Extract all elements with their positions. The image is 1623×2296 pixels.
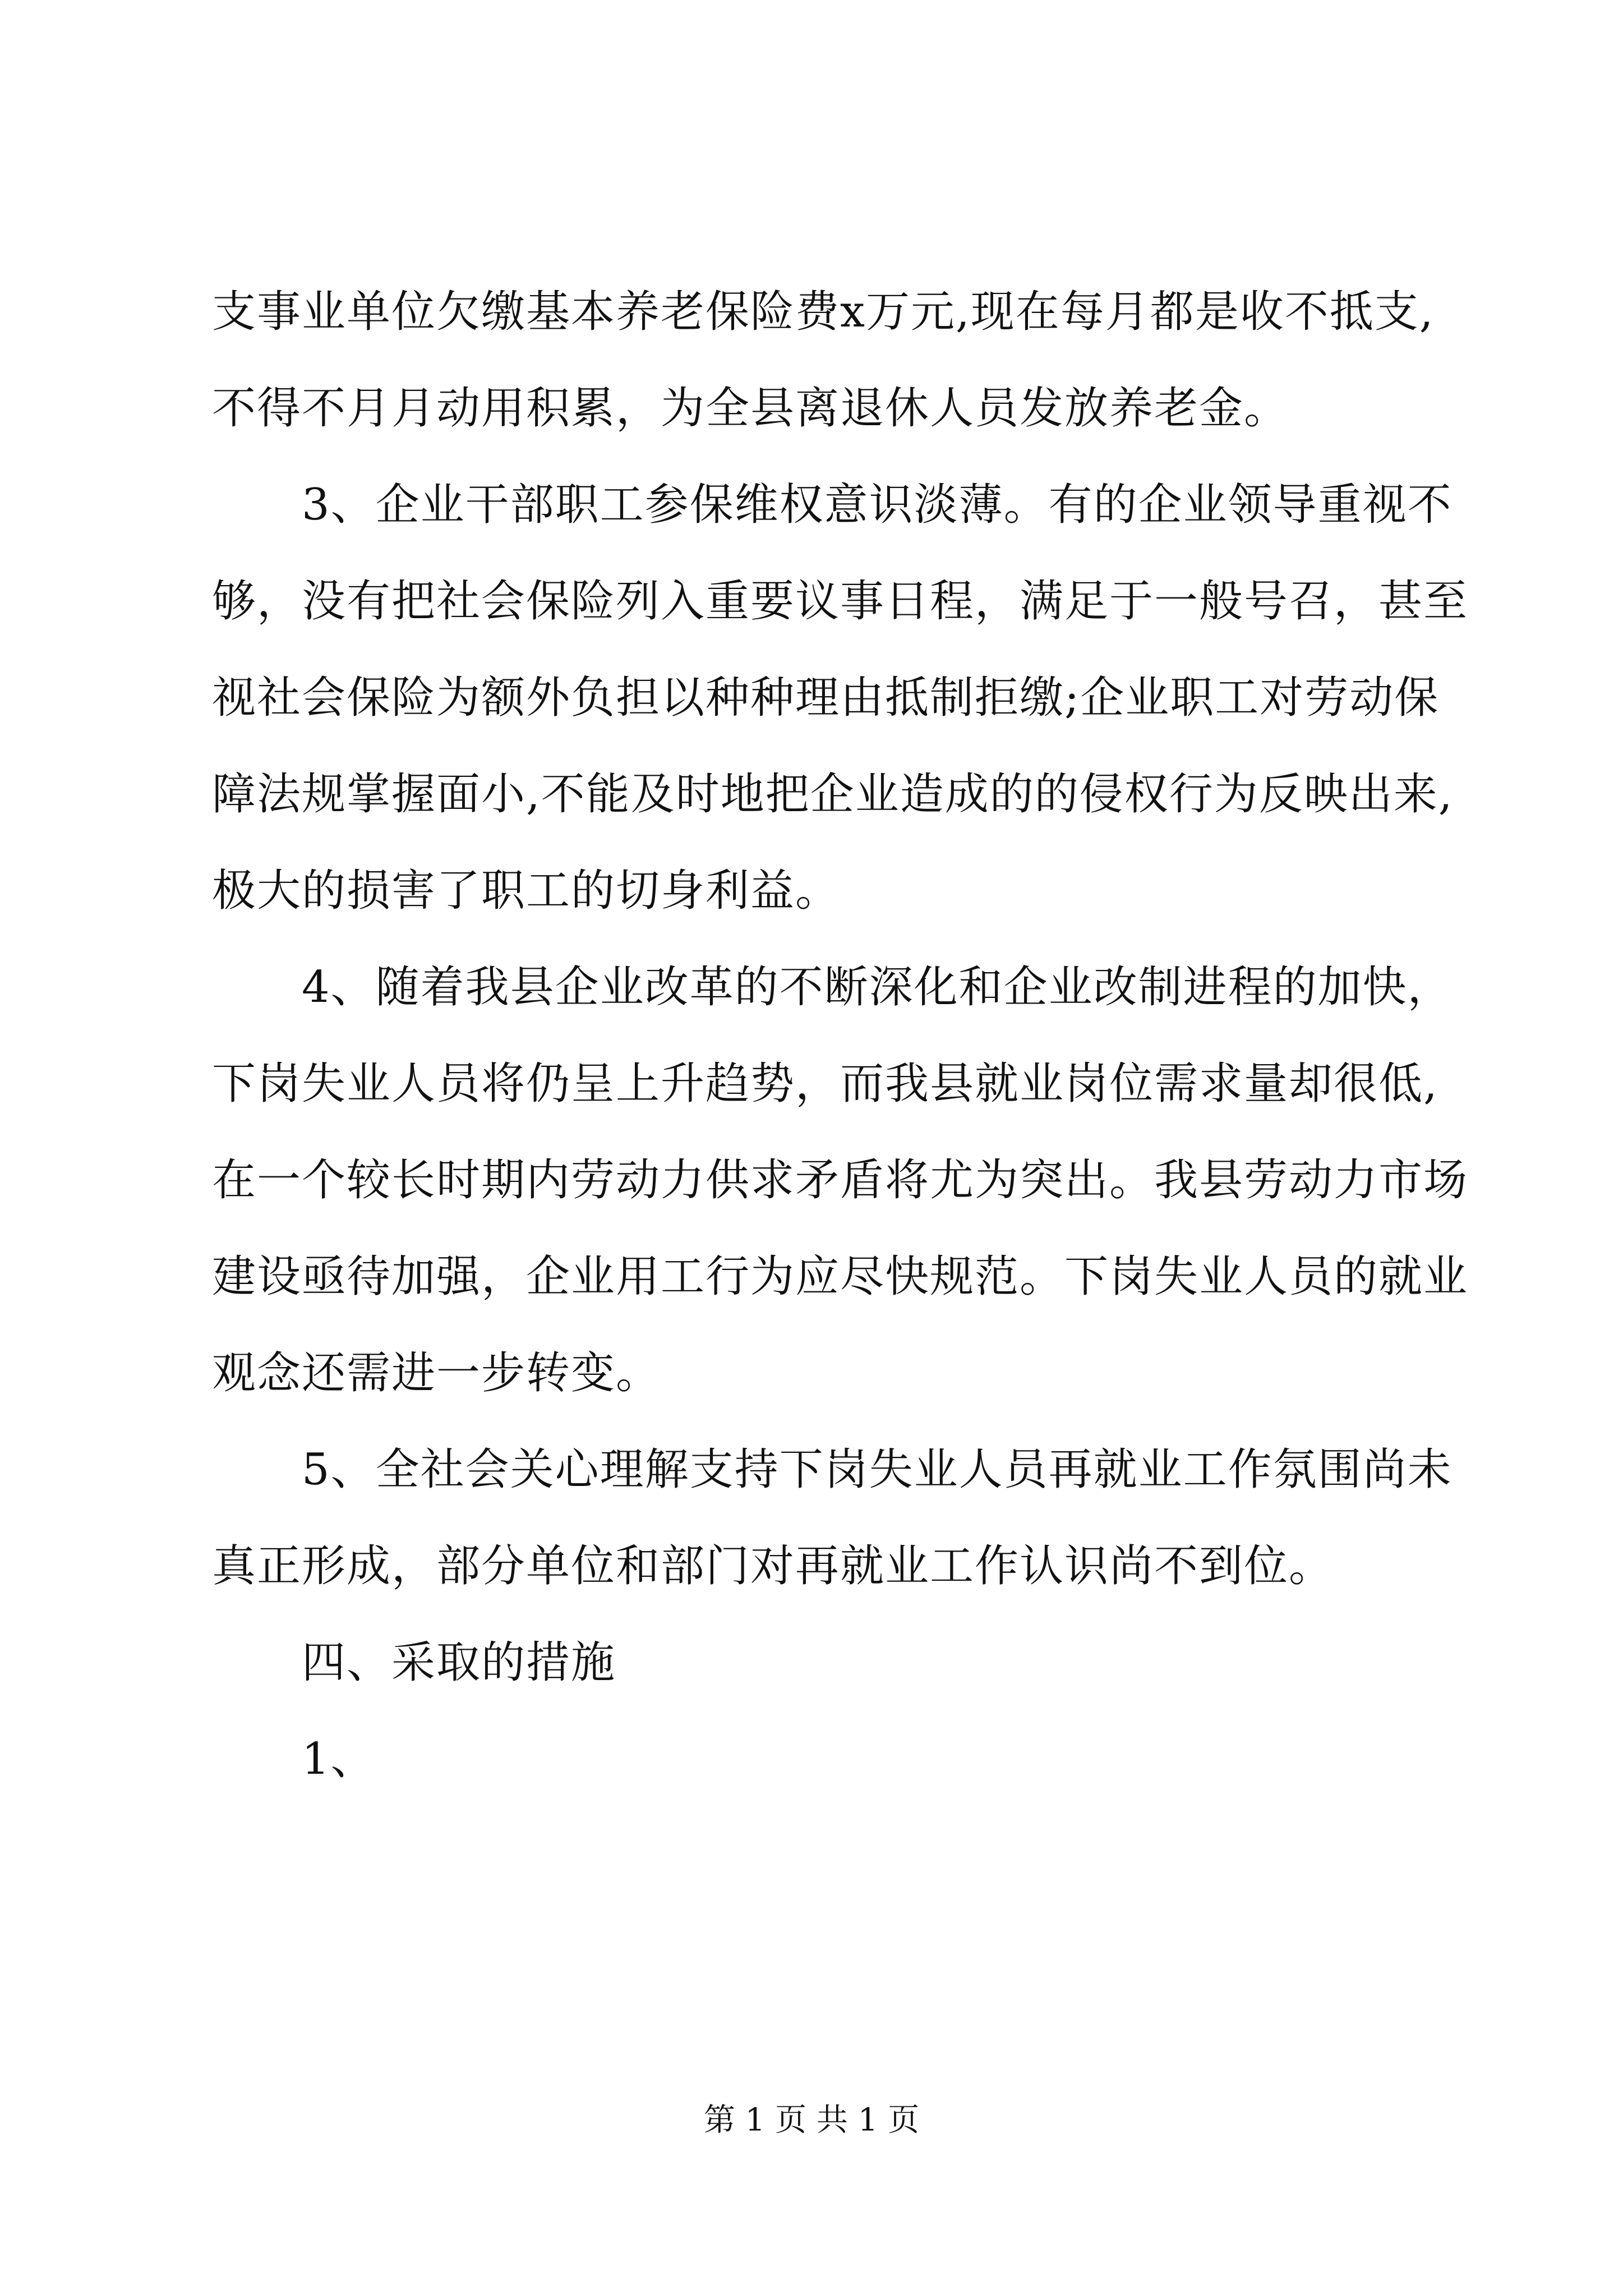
paragraph-5-start: 5、全社会关心理解支持下岗失业人员再就业工作氛围尚未 xyxy=(302,1444,1453,1495)
section-heading: 四、采取的措施 xyxy=(302,1637,616,1688)
text-line: 真正形成，部分单位和部门对再就业工作认识尚不到位。 xyxy=(212,1541,1334,1591)
text-line: 不得不月月动用积累，为全县离退休人员发放养老金。 xyxy=(212,383,1289,434)
text-line: 障法规掌握面小,不能及时地把企业造成的的侵权行为反映出来, xyxy=(212,769,1454,820)
paragraph-3-start: 3、企业干部职工参保维权意识淡薄。有的企业领导重视不 xyxy=(302,480,1453,530)
text-line: 极大的损害了职工的切身利益。 xyxy=(212,866,841,916)
list-item-start: 1、 xyxy=(302,1734,376,1784)
page-footer: 第 1 页 共 1 页 xyxy=(703,2102,920,2138)
text-line: 建设亟待加强，企业用工行为应尽快规范。下岗失业人员的就业 xyxy=(212,1251,1469,1302)
text-line: 观念还需进一步转变。 xyxy=(212,1348,661,1398)
text-line: 支事业单位欠缴基本养老保险费x万元,现在每月都是收不抵支, xyxy=(212,287,1435,337)
text-line: 下岗失业人员将仍呈上升趋势，而我县就业岗位需求量却很低, xyxy=(212,1059,1438,1109)
paragraph-4-start: 4、随着我县企业改革的不断深化和企业改制进程的加快， xyxy=(302,962,1453,1013)
text-line: 视社会保险为额外负担以种种理由抵制拒缴;企业职工对劳动保 xyxy=(212,673,1440,723)
text-line: 够，没有把社会保险列入重要议事日程，满足于一般号召，甚至 xyxy=(212,576,1469,627)
document-body xyxy=(212,264,1474,1807)
text-line: 在一个较长时期内劳动力供求矛盾将尤为突出。我县劳动力市场 xyxy=(212,1155,1469,1205)
